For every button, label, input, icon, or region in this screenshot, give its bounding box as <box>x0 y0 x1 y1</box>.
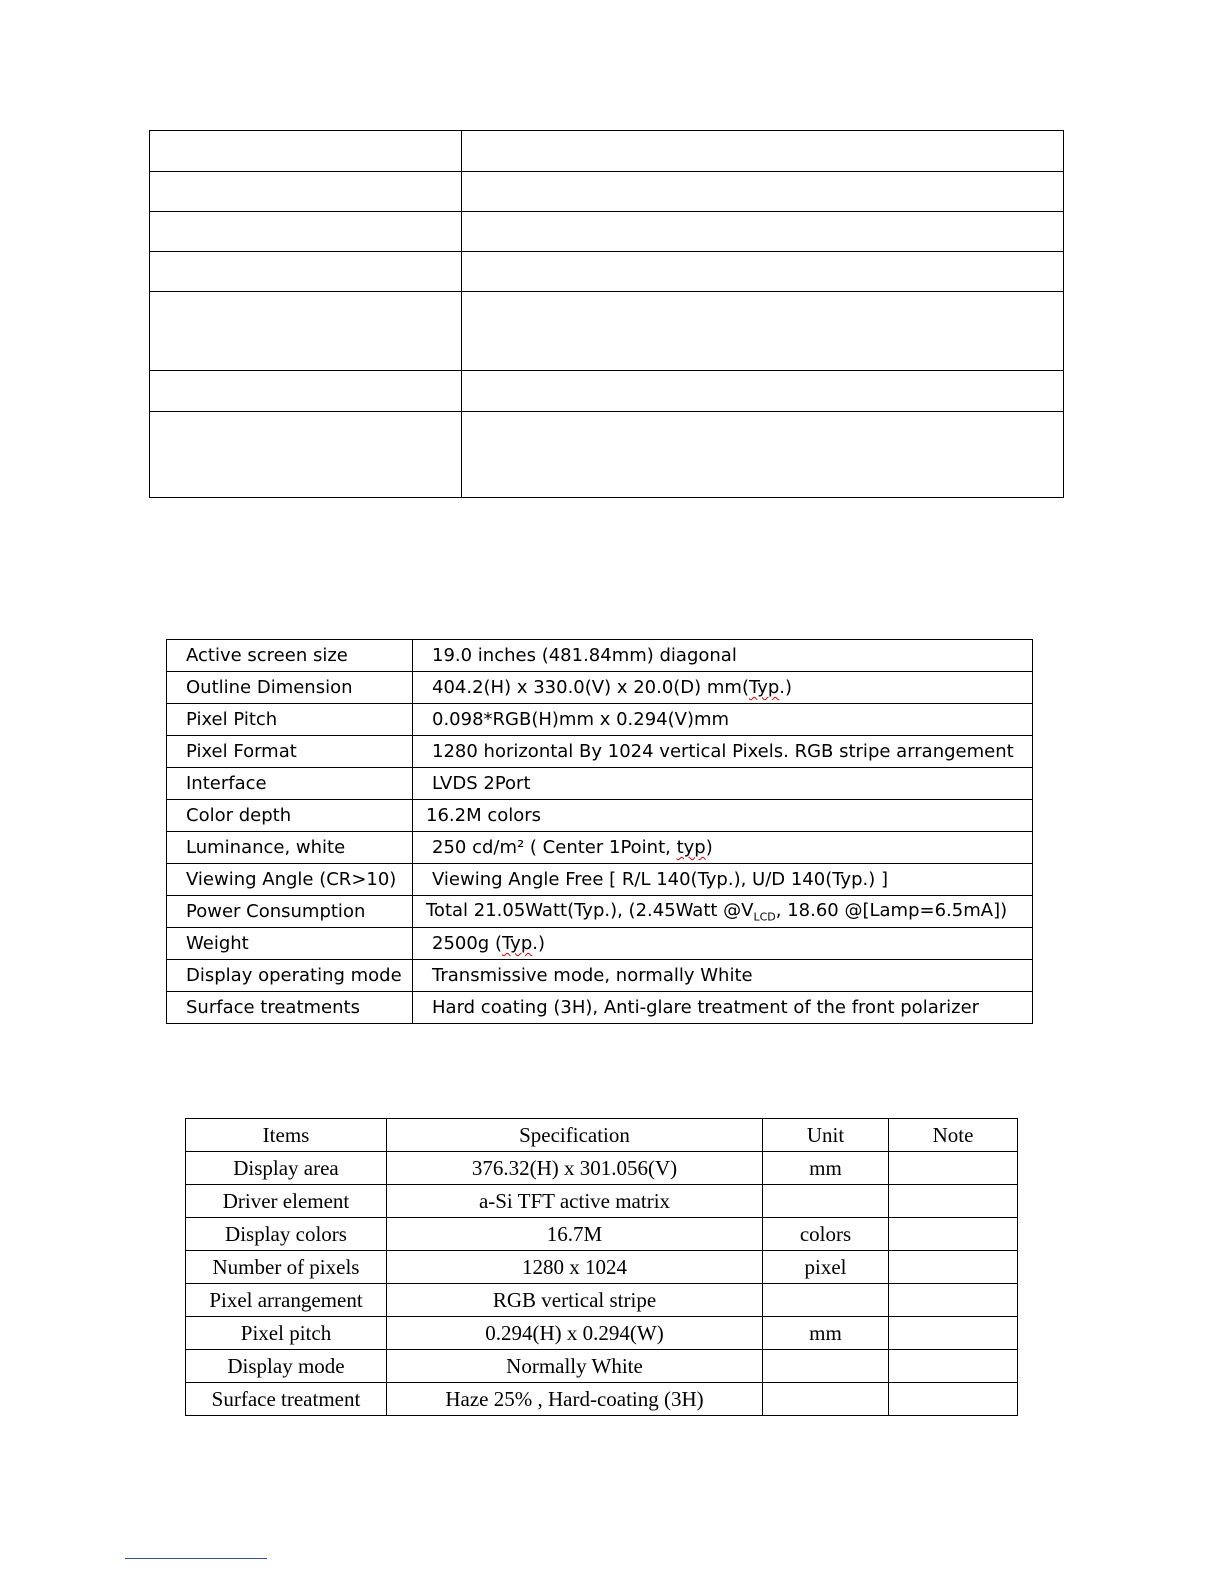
value-cell <box>462 292 1064 371</box>
table-row <box>167 960 1033 992</box>
value-text: Total 21.05Watt(Typ.), (2.45Watt @V <box>426 899 754 921</box>
table-row <box>186 1152 1018 1185</box>
feature-label: Power Consumption <box>167 896 413 928</box>
spec-cell: Haze 25% , Hard-coating (3H) <box>387 1383 763 1416</box>
feature-value: 0.098*RGB(H)mm x 0.294(V)mm <box>413 704 1033 736</box>
feature-label: Active screen size <box>167 640 413 672</box>
item-cell: Pixel arrangement <box>186 1284 387 1317</box>
column-header: Unit <box>763 1119 889 1152</box>
value-cell <box>462 212 1064 252</box>
value-cell <box>462 172 1064 212</box>
feature-value: 16.2M colors <box>413 800 1033 832</box>
table-row <box>150 371 1064 412</box>
table-row <box>186 1350 1018 1383</box>
label-cell <box>150 371 462 412</box>
header-row <box>186 1119 1018 1152</box>
table-row <box>167 704 1033 736</box>
label-cell <box>150 172 462 212</box>
note-cell <box>889 1383 1018 1416</box>
item-cell: Surface treatment <box>186 1383 387 1416</box>
spec-cell: 376.32(H) x 301.056(V) <box>387 1152 763 1185</box>
spec-cell: 16.7M <box>387 1218 763 1251</box>
unit-cell <box>763 1350 889 1383</box>
table-row <box>186 1185 1018 1218</box>
feature-value <box>413 928 1033 960</box>
value-subscript: LCD <box>753 910 776 924</box>
footnote-separator <box>125 1558 267 1559</box>
value-text: 2500g ( <box>432 933 502 954</box>
item-cell: Number of pixels <box>186 1251 387 1284</box>
table-row <box>186 1251 1018 1284</box>
table-row <box>186 1317 1018 1350</box>
feature-value: 1280 horizontal By 1024 vertical Pixels. RGB stripe arrangement <box>413 736 1033 768</box>
note-cell <box>889 1152 1018 1185</box>
feature-label: Interface <box>167 768 413 800</box>
note-cell <box>889 1185 1018 1218</box>
column-header: Items <box>186 1119 387 1152</box>
value-text: 404.2(H) x 330.0(V) x 20.0(D) mm( <box>432 677 749 698</box>
note-cell <box>889 1317 1018 1350</box>
label-cell <box>150 212 462 252</box>
table-row <box>167 800 1033 832</box>
table-row <box>150 252 1064 292</box>
table-row <box>167 992 1033 1024</box>
unit-cell <box>763 1185 889 1218</box>
item-cell: Display mode <box>186 1350 387 1383</box>
note-cell <box>889 1284 1018 1317</box>
value-text: .) <box>532 933 546 954</box>
table-row <box>150 412 1064 498</box>
feature-value: Viewing Angle Free [ R/L 140(Typ.), U/D 140(Typ.) ] <box>413 864 1033 896</box>
table-row <box>167 864 1033 896</box>
item-cell: Driver element <box>186 1185 387 1218</box>
feature-label: Display operating mode <box>167 960 413 992</box>
value-text: , 18.60 @[Lamp=6.5mA]) <box>775 899 1008 921</box>
value-cell <box>462 131 1064 172</box>
table-row <box>167 928 1033 960</box>
value-cell <box>462 371 1064 412</box>
feature-label: Surface treatments <box>167 992 413 1024</box>
spec-cell: 0.294(H) x 0.294(W) <box>387 1317 763 1350</box>
table-row <box>150 292 1064 371</box>
spec-cell: Normally White <box>387 1350 763 1383</box>
unit-cell: colors <box>763 1218 889 1251</box>
column-header: Note <box>889 1119 1018 1152</box>
feature-value: Transmissive mode, normally White <box>413 960 1033 992</box>
label-cell <box>150 292 462 371</box>
feature-value: 19.0 inches (481.84mm) diagonal <box>413 640 1033 672</box>
spec-cell: RGB vertical stripe <box>387 1284 763 1317</box>
feature-label: Color depth <box>167 800 413 832</box>
value-text: ) <box>705 837 713 858</box>
table-row <box>186 1284 1018 1317</box>
table-row <box>150 172 1064 212</box>
note-cell <box>889 1218 1018 1251</box>
spellcheck-word: Typ <box>501 933 533 954</box>
spellcheck-word: typ <box>676 837 706 858</box>
table-row <box>167 832 1033 864</box>
feature-value <box>413 896 1033 928</box>
table-row <box>186 1218 1018 1251</box>
table-row <box>167 736 1033 768</box>
label-cell <box>150 252 462 292</box>
unit-cell: mm <box>763 1152 889 1185</box>
table-row <box>150 131 1064 172</box>
unit-cell: pixel <box>763 1251 889 1284</box>
feature-label: Viewing Angle (CR>10) <box>167 864 413 896</box>
spec-cell: 1280 x 1024 <box>387 1251 763 1284</box>
table-row <box>167 672 1033 704</box>
unit-cell: mm <box>763 1317 889 1350</box>
table-row <box>150 212 1064 252</box>
table-row <box>167 768 1033 800</box>
table-row <box>186 1383 1018 1416</box>
value-text: 250 cd/m² ( Center 1Point, <box>432 837 677 858</box>
spellcheck-word: Typ <box>749 677 780 698</box>
feature-value: LVDS 2Port <box>413 768 1033 800</box>
unit-cell <box>763 1383 889 1416</box>
features-table <box>166 639 1033 1024</box>
feature-label: Pixel Format <box>167 736 413 768</box>
feature-value: Hard coating (3H), Anti-glare treatment of the front polarizer <box>413 992 1033 1024</box>
value-cell <box>462 412 1064 498</box>
feature-label: Luminance, white <box>167 832 413 864</box>
spec-cell: a-Si TFT active matrix <box>387 1185 763 1218</box>
feature-label: Weight <box>167 928 413 960</box>
item-cell: Display area <box>186 1152 387 1185</box>
item-cell: Display colors <box>186 1218 387 1251</box>
table-row <box>167 640 1033 672</box>
spec-table <box>185 1118 1018 1416</box>
label-cell <box>150 412 462 498</box>
feature-label: Outline Dimension <box>167 672 413 704</box>
label-cell <box>150 131 462 172</box>
note-cell <box>889 1350 1018 1383</box>
item-cell: Pixel pitch <box>186 1317 387 1350</box>
value-cell <box>462 252 1064 292</box>
feature-label: Pixel Pitch <box>167 704 413 736</box>
column-header: Specification <box>387 1119 763 1152</box>
general-spec-table <box>149 130 1064 498</box>
feature-value <box>413 672 1033 704</box>
unit-cell <box>763 1284 889 1317</box>
table-row <box>167 896 1033 928</box>
value-text: .) <box>779 677 793 698</box>
feature-value <box>413 832 1033 864</box>
note-cell <box>889 1251 1018 1284</box>
